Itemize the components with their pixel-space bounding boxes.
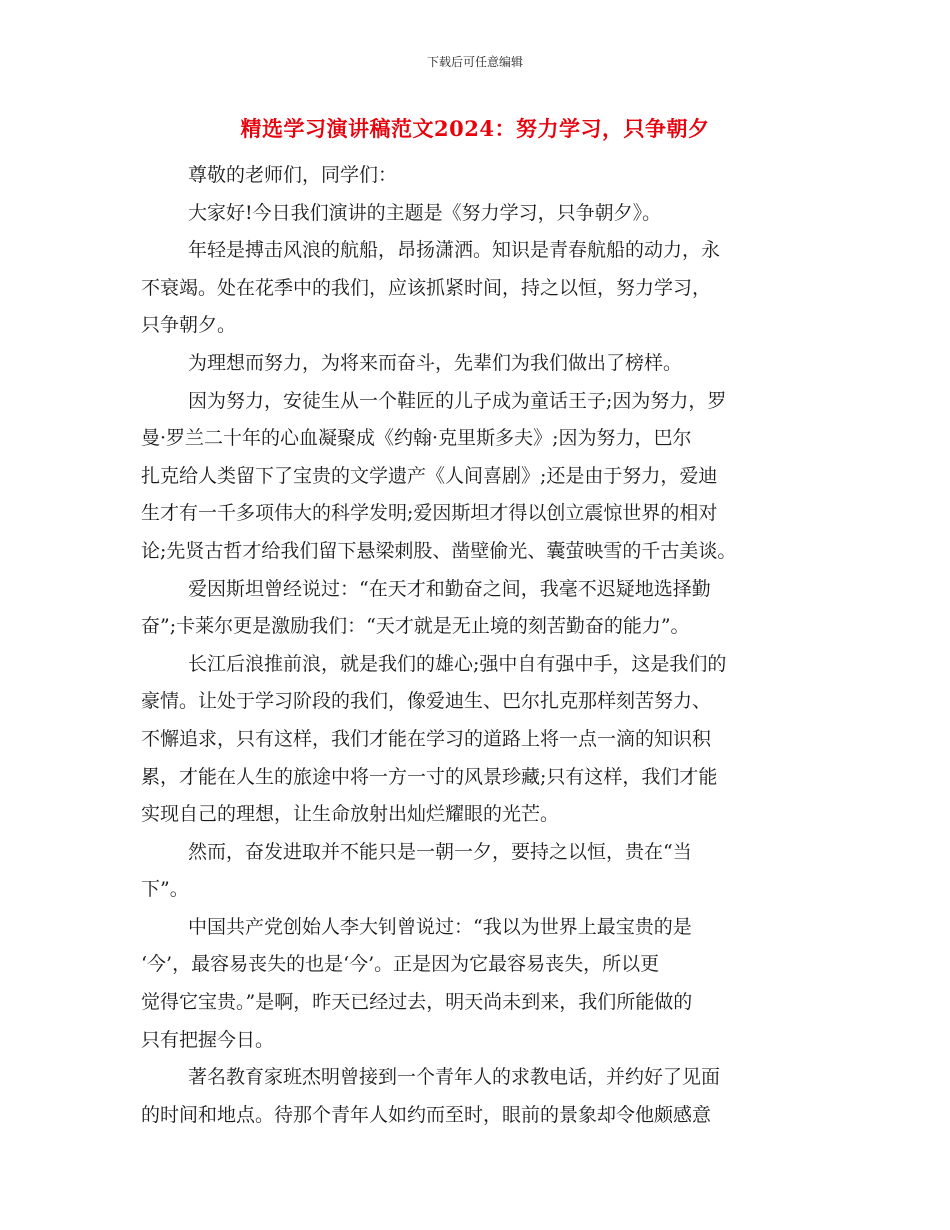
- text-line: 不懈追求，只有这样，我们才能在学习的道路上将一点一滴的知识积: [141, 727, 712, 750]
- text-line: 下”。: [141, 878, 189, 901]
- text-line: 只争朝夕。: [141, 314, 237, 337]
- text-line: 觉得它宝贵。”是啊，昨天已经过去，明天尚未到来，我们所能做的: [141, 991, 693, 1014]
- text-line: 奋”;卡莱尔更是激励我们：“天才就是无止境的刻苦勤奋的能力”。: [141, 615, 690, 638]
- text-line: 年轻是搏击风浪的航船，昂扬潇洒。知识是青春航船的动力，永: [188, 239, 721, 262]
- text-line: 因为努力，安徒生从一个鞋匠的儿子成为童话王子;因为努力，罗: [188, 389, 727, 412]
- text-line: 曼·罗兰二十年的心血凝聚成《约翰·克里斯多夫》;因为努力，巴尔: [141, 427, 692, 450]
- header-note: 下载后可任意编辑: [426, 55, 523, 69]
- text-line: 大家好!今日我们演讲的主题是《努力学习，只争朝夕》。: [188, 201, 662, 224]
- text-line: 中国共产党创始人李大钊曾说过：“我以为世界上最宝贵的是: [188, 915, 692, 938]
- text-line: 爱因斯坦曾经说过：“在天才和勤奋之间，我毫不迟疑地选择勤: [188, 577, 711, 600]
- text-line: 尊敬的老师们，同学们：: [188, 164, 398, 186]
- text-line: 豪情。让处于学习阶段的我们，像爱迪生、巴尔扎克那样刻苦努力、: [141, 690, 712, 713]
- text-line: 为理想而努力，为将来而奋斗，先辈们为我们做出了榜样。: [188, 351, 683, 374]
- text-line: 的时间和地点。待那个青年人如约而至时，眼前的景象却令他颇感意: [141, 1103, 712, 1126]
- document-title: 精选学习演讲稿范文2024：努力学习，只争朝夕: [240, 116, 710, 141]
- text-line: 论;先贤古哲才给我们留下悬梁刺股、凿壁偷光、囊萤映雪的千古美谈。: [141, 539, 737, 562]
- text-line: ‘今’，最容易丧失的也是‘今’。正是因为它最容易丧失，所以更: [141, 953, 660, 976]
- text-line: 长江后浪推前浪，就是我们的雄心;强中自有强中手，这是我们的: [188, 652, 727, 675]
- text-line: 实现自己的理想，让生命放射出灿烂耀眼的光芒。: [141, 803, 560, 826]
- text-line: 然而，奋发进取并不能只是一朝一夕，要持之以恒，贵在“当: [188, 840, 692, 863]
- text-line: 著名教育家班杰明曾接到一个青年人的求教电话，并约好了见面: [188, 1066, 721, 1089]
- text-line: 不衰竭。处在花季中的我们，应该抓紧时间，持之以恒，努力学习，: [141, 276, 712, 299]
- text-line: 只有把握今日。: [141, 1028, 275, 1051]
- text-line: 扎克给人类留下了宝贵的文学遗产《人间喜剧》;还是由于努力，爱迪: [141, 464, 718, 487]
- text-line: 生才有一千多项伟大的科学发明;爱因斯坦才得以创立震惊世界的相对: [141, 502, 718, 525]
- document-body: [141, 157, 817, 1134]
- text-line: 累，才能在人生的旅途中将一方一寸的风景珍藏;只有这样，我们才能: [141, 765, 718, 788]
